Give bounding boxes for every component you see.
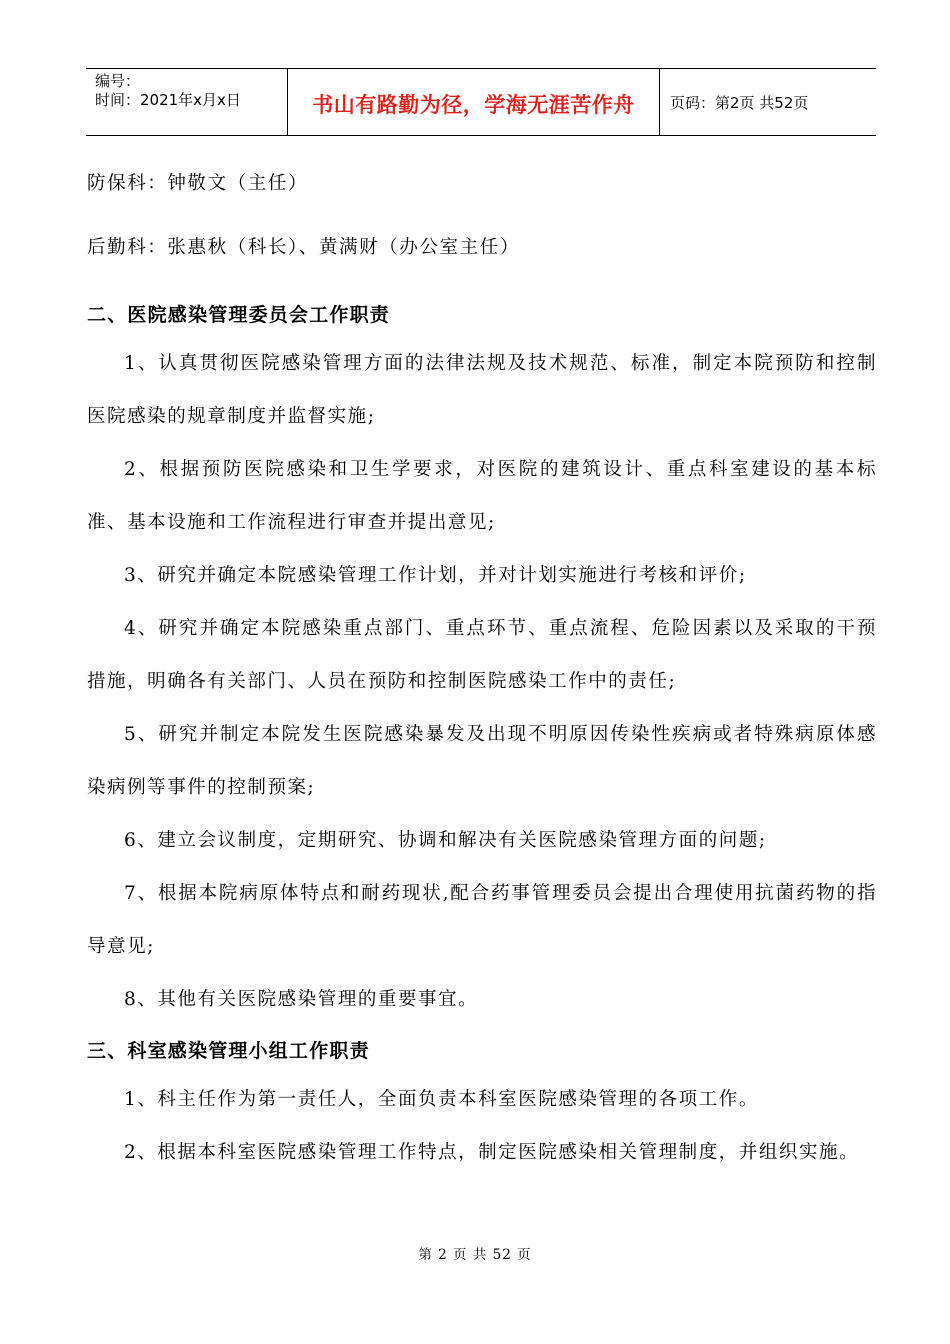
- list-item: 5、研究并制定本院发生医院感染暴发及出现不明原因传染性疾病或者特殊病原体感染病例等事件的控制预案;: [87, 724, 877, 798]
- header-motto: 书山有路勤为径，学海无涯苦作舟: [288, 69, 660, 135]
- document-header: [86, 68, 876, 136]
- document-time-label: 时间：2021年x月x日: [95, 91, 241, 109]
- list-item: 2、根据本科室医院感染管理工作特点，制定医院感染相关管理制度，并组织实施。: [124, 1142, 860, 1163]
- list-item: 7、根据本院病原体特点和耐药现状,配合药事管理委员会提出合理使用抗菌药物的指导意见;: [87, 883, 877, 957]
- list-item: 1、认真贯彻医院感染管理方面的法律法规及技术规范、标准，制定本院预防和控制医院感染的规章制度并监督实施;: [87, 353, 877, 427]
- document-body: [87, 172, 877, 1179]
- list-item: 8、其他有关医院感染管理的重要事宜。: [124, 989, 479, 1010]
- dept-group-duties-list: [87, 1073, 877, 1179]
- list-item: 6、建立会议制度，定期研究、协调和解决有关医院感染管理方面的问题;: [124, 830, 767, 851]
- list-item: 4、研究并确定本院感染重点部门、重点环节、重点流程、危险因素以及采取的干预措施，明确各有关部门、人员在预防和控制医院感染工作中的责任;: [87, 618, 877, 692]
- list-item: 1、科主任作为第一责任人，全面负责本科室医院感染管理的各项工作。: [124, 1089, 759, 1110]
- member-line-fangbao: 防保科：钟敬文（主任）: [87, 173, 309, 194]
- section-heading-committee-duties: 二、医院感染管理委员会工作职责: [87, 304, 391, 326]
- member-line-houqin: 后勤科：张惠秋（科长）、黄满财（办公室主任）: [87, 237, 520, 258]
- list-item: 3、研究并确定本院感染管理工作计划，并对计划实施进行考核和评价;: [124, 565, 747, 586]
- page-footer: 第 2 页 共 52 页: [418, 1247, 532, 1263]
- document-number-label: 编号：: [95, 72, 141, 90]
- list-item: 2、根据预防医院感染和卫生学要求，对医院的建筑设计、重点科室建设的基本标准、基本设施和工作流程进行审查并提出意见;: [87, 459, 877, 533]
- header-meta-cell: [86, 69, 288, 135]
- committee-duties-list: [87, 337, 877, 1026]
- header-page-label: 页码：第2页 共52页: [670, 93, 809, 112]
- section-heading-dept-group-duties: 三、科室感染管理小组工作职责: [87, 1040, 370, 1062]
